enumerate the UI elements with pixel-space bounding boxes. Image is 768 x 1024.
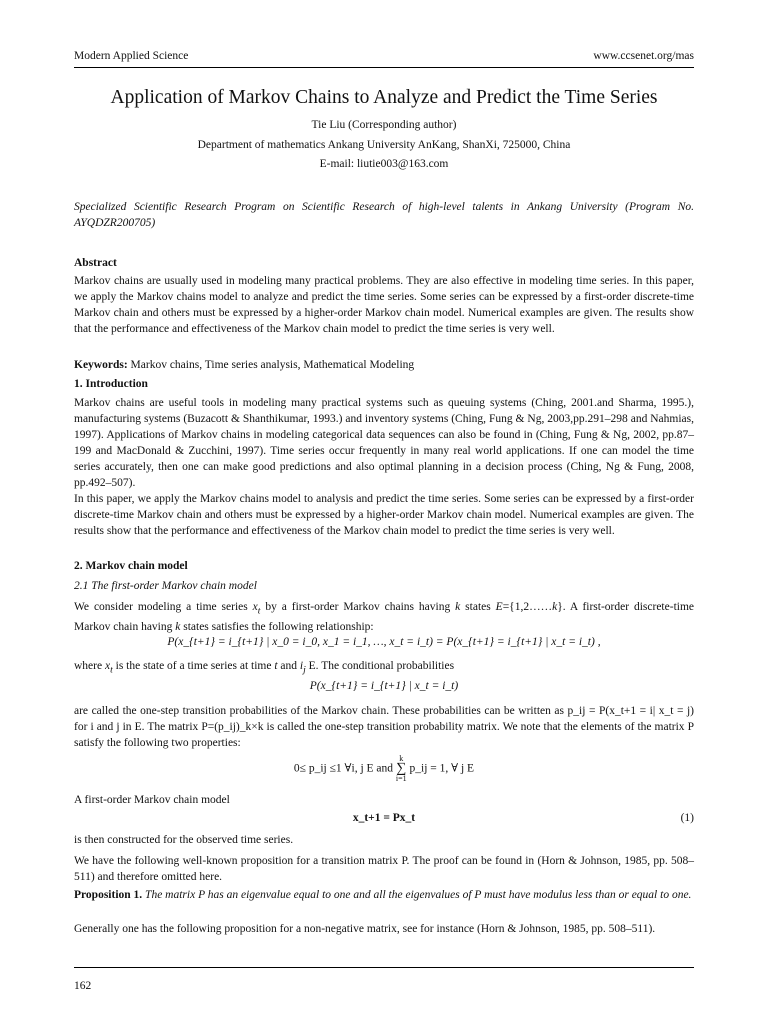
section-2-1-paragraph: We consider modeling a time series $x_t$ by a first-order Markov chains having k states E={1,2……k}. A first-order discrete-time Markov chain having k states satisfies the following relationship: [74, 601, 695, 634]
abstract-text: Markov chains are usually used in modeling many practical problems. They are also effective in modeling time series. In this paper, we apply the Markov chains model to analyze and predict the time series. Some series can be expressed by a first-order discrete-time Markov chain and others must be expressed by a higher-order Markov chain model. Numerical examples are given. The results show that the performance and effectiveness of the Markov chain model to predict the time series is very well. [74, 275, 694, 335]
section-1-paragraph-1: Markov chains are useful tools in modeling many practical systems such as queuing systems (Ching, 2001.and Sharma, 1995.), manufacturing systems (Buzacott & Shanthikumar, 1993.) and inventory systems (Ching, Fung & Ng, 2003,pp.291–298 and Nahmias, 1997). Applications of Markov chains in modeling categorical data sequences can also be found in (Ching, Fung & Ng, 2002, pp.87–199 and MacDonald & Zucchini, 1997). Time series occur frequently in many real world applications. If one can model the time series accurately, then one can make good predictions and also optimal planning in a decision process (Ching, Ng & Fung, 2008, pp.492–507). [74, 397, 694, 489]
keywords [74, 357, 694, 373]
equation-properties: 0≤ p_ij ≤1 ∀i, j E and k ∑ i=1 p_ij = 1, ∀ j E [293, 754, 475, 783]
journal-name: Modern Applied Science [74, 50, 189, 62]
one-step-transition-text: are called the one-step transition probabilities of the Markov chain. These probabilities can be written as p_ij = P(x_t+1 = i| x_t = j) for i and j in E. The matrix P=(p_ij)_k×k is called the one-step transition probability matrix. We note that the elements of the matrix P satisfy the following two properties: [74, 705, 694, 749]
author: Tie Liu (Corresponding author) [311, 119, 457, 131]
page-number: 162 [74, 980, 92, 992]
abstract-heading: Abstract [74, 257, 117, 269]
proposition-1 [74, 887, 694, 903]
equation-model: x_t+1 = Px_t [352, 812, 416, 824]
proposition-1-text: The matrix P has an eigenvalue equal to one and all the eigenvalues of P must have modulus less than or equal to one. [142, 889, 692, 901]
where-text: where $x_t$ is the state of a time series at time t and $i_j$ E. The conditional probabilities [74, 660, 455, 676]
equation-markov-property: P(x_{t+1} = i_{t+1} | x_0 = i_0, x_1 = i_1, …, x_t = i_t) = P(x_{t+1} = i_{t+1} | x_t = i_t) , [167, 636, 601, 648]
footer-rule [74, 967, 694, 968]
proposition-intro: We have the following well-known proposition for a transition matrix P. The proof can be found in (Horn & Johnson, 1985, pp. 508–511) and therefore omitted here. [74, 855, 694, 883]
generally-text: Generally one has the following proposition for a non-negative matrix, see for instance (Horn & Johnson, 1985, pp. 508–511). [74, 923, 656, 935]
email[interactable]: E-mail: liutie003@163.com [319, 158, 449, 170]
section-2-heading: 2. Markov chain model [74, 560, 188, 572]
proposition-1-label: Proposition 1. [74, 889, 143, 901]
equation-conditional-probability: P(x_{t+1} = i_{t+1} | x_t = i_t) [309, 680, 459, 692]
section-1-heading: 1. Introduction [74, 378, 148, 390]
keywords-label: Keywords: [74, 359, 128, 371]
affiliation: Department of mathematics Ankang University AnKang, ShanXi, 725000, China [197, 139, 571, 151]
funding-note: Specialized Scientific Research Program on Scientific Research of high-level talents in Ankang University (Program No. AYQDZR200705) [74, 201, 694, 229]
paper-title: Application of Markov Chains to Analyze and Predict the Time Series [110, 87, 658, 108]
keywords-text: Markov chains, Time series analysis, Mathematical Modeling [127, 359, 415, 371]
constructed-text: is then constructed for the observed time series. [74, 834, 294, 846]
sum-symbol: k ∑ i=1 [395, 754, 407, 783]
equation-number: (1) [680, 812, 694, 824]
journal-website[interactable]: www.ccsenet.org/mas [593, 50, 694, 62]
section-1-paragraph-2: In this paper, we apply the Markov chains model to analysis and predict the time series. Some series can be expressed by a first-order discrete-time Markov chain and others must be expressed by a higher-order Markov chain model. Numerical examples are given. The results show that the performance and effectiveness of the Markov chain model to predict the time series is very well. [74, 493, 694, 537]
header-rule [74, 67, 694, 68]
section-2-1-heading: 2.1 The first-order Markov chain model [74, 580, 257, 592]
first-order-model-text: A first-order Markov chain model [74, 794, 230, 806]
